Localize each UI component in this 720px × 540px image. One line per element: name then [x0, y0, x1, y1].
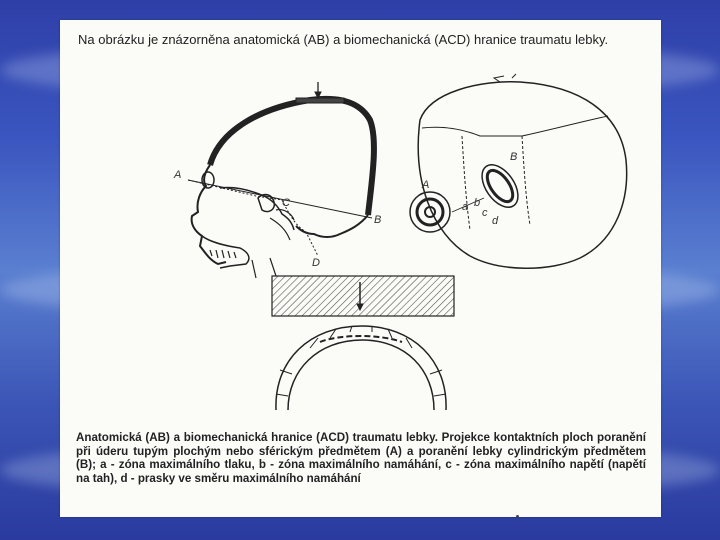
bottom-caption: Anatomická (AB) a biomechanická hranice (ACD) traumatu lebky. Projekce kontaktních ploch poranění při úderu tupým plochým nebo sférickým předmětem (A) a poranění lebky cylindrickým předmětem (B); a - zóna maximálního tlaku, b - zóna maximálního namáhání, c - zóna maximálního napětí (napětí na tah), d - prasky ve směru maximálního namáhání [76, 431, 646, 485]
impact-block [272, 276, 454, 316]
label-c: c [482, 207, 488, 219]
impact-zone-B-outer [475, 158, 525, 213]
top-caption: Na obrázku je znázorněna anatomická (AB) a biomechanická (ACD) hranice traumatu lebky. [78, 32, 609, 47]
skull-top-view [410, 74, 627, 268]
label-B-side: B [374, 214, 382, 226]
impact-zone-B-ring [482, 166, 517, 206]
skull-vault-outline [210, 99, 374, 215]
top-notch [494, 74, 516, 82]
teeth [210, 250, 236, 258]
label-D-side: D [312, 257, 320, 269]
label-B-top: B [510, 151, 518, 163]
page-dot [516, 515, 519, 518]
skull-top-outline [418, 82, 626, 268]
arch-inner [288, 340, 434, 410]
arch-contact-zone [320, 336, 402, 342]
label-C-side: C [282, 197, 290, 209]
label-A-top: A [422, 179, 430, 191]
slide-document [60, 20, 661, 517]
label-a: a [462, 201, 469, 213]
occipital-base [296, 215, 368, 237]
suture-line [422, 116, 608, 136]
face-outline [192, 165, 226, 264]
skull-side-view [188, 82, 374, 278]
cross-section-view [272, 276, 454, 410]
label-b: b [474, 197, 481, 209]
label-A-side: A [174, 169, 182, 181]
impact-plate [296, 98, 344, 103]
boundary-line-AB [188, 180, 372, 218]
neck-lines [252, 258, 276, 278]
jaw-outline [202, 236, 249, 268]
impact-zone-A-ring [417, 199, 443, 225]
label-d: d [492, 215, 499, 227]
